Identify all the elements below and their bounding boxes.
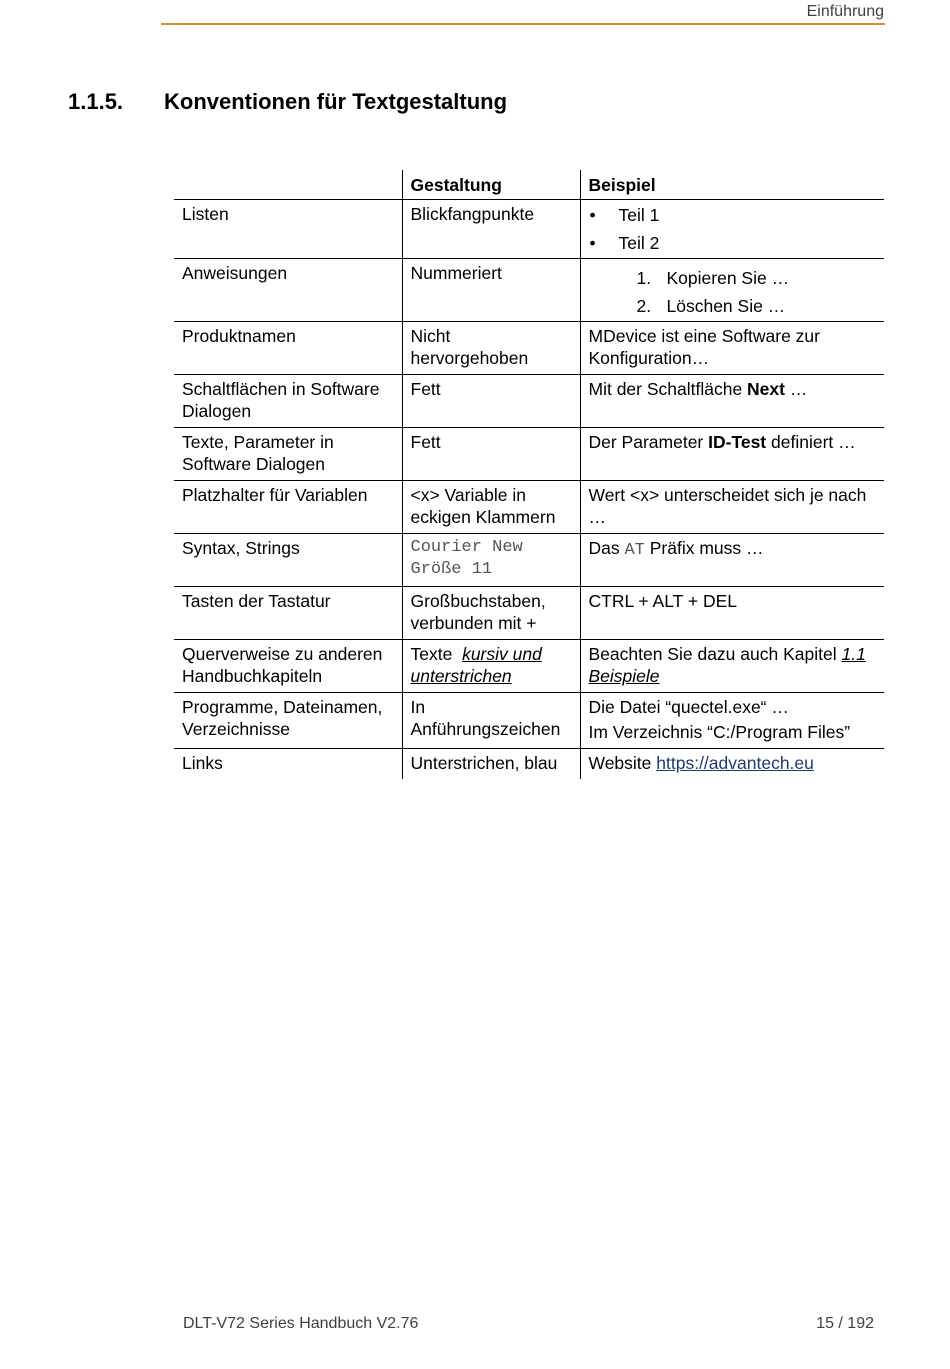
table-row — [174, 200, 884, 259]
row-example: Wert <x> unterscheidet sich je nach … — [580, 481, 884, 534]
row-style: Nicht hervorgehoben — [402, 322, 580, 375]
list-number: 1. — [636, 268, 652, 288]
example-text: Präfix muss … — [644, 538, 764, 558]
row-label: Platzhalter für Variablen — [174, 481, 402, 534]
table-row — [174, 259, 884, 322]
list-item — [637, 264, 877, 292]
style-text: Texte — [410, 644, 463, 664]
footer-doc-title: DLT-V72 Series Handbuch V2.76 — [183, 1315, 419, 1332]
example-text: definiert … — [766, 432, 856, 452]
section-heading — [68, 89, 507, 115]
row-label: Querverweise zu anderen Handbuchkapiteln — [174, 640, 402, 693]
example-text: Website — [588, 753, 657, 773]
row-label: Anweisungen — [174, 259, 402, 322]
section-number: 1.1.5. — [68, 89, 124, 114]
row-label: Programme, Dateinamen, Verzeichnisse — [174, 693, 402, 749]
footer-page-number: 15 / 192 — [816, 1315, 874, 1332]
bullet-list — [589, 201, 877, 257]
example-text: Das — [588, 538, 625, 558]
row-style: Blickfangpunkte — [402, 200, 580, 259]
table-row — [174, 322, 884, 375]
row-style: In Anführungszeichen — [402, 693, 580, 749]
table-row — [174, 749, 884, 780]
list-item-text: Teil 1 — [618, 205, 660, 225]
row-style: Unterstrichen, blau — [402, 749, 580, 780]
row-label: Links — [174, 749, 402, 780]
row-style — [402, 640, 580, 693]
header-beispiel: Beispiel — [580, 170, 884, 200]
example-text: Beachten Sie dazu auch Kapitel — [588, 644, 842, 664]
header-rule — [161, 23, 885, 25]
conventions-table — [174, 170, 884, 779]
row-label: Listen — [174, 200, 402, 259]
list-number: 2. — [636, 296, 652, 316]
table-row — [174, 534, 884, 587]
row-example — [580, 693, 884, 749]
style-italic-underlined-text: kursiv und unterstrichen — [410, 644, 542, 686]
row-style: <x> Variable in eckigen Klammern — [402, 481, 580, 534]
example-mono-text: AT — [624, 541, 645, 560]
website-link[interactable]: https://advantech.eu — [656, 753, 814, 773]
list-item — [637, 292, 877, 320]
bullet-icon: • — [589, 205, 596, 225]
example-text: Mit der Schaltfläche — [588, 379, 748, 399]
example-bold-text: Next — [747, 379, 785, 399]
example-line: Im Verzeichnis “C:/Program Files” — [588, 722, 851, 742]
table-header-row — [174, 170, 884, 200]
row-style: Nummeriert — [402, 259, 580, 322]
row-style: Fett — [402, 375, 580, 428]
row-example — [580, 534, 884, 587]
table-row — [174, 481, 884, 534]
running-header-chapter: Einführung — [806, 3, 884, 20]
table-row — [174, 587, 884, 640]
row-example — [580, 749, 884, 780]
row-label: Syntax, Strings — [174, 534, 402, 587]
list-item — [589, 229, 877, 257]
bullet-icon: • — [589, 233, 596, 253]
list-item-text: Teil 2 — [618, 233, 660, 253]
example-line: Die Datei “quectel.exe“ … — [588, 697, 789, 717]
table-row — [174, 640, 884, 693]
row-example — [580, 640, 884, 693]
row-example: CTRL + ALT + DEL — [580, 587, 884, 640]
row-example — [580, 375, 884, 428]
row-label: Texte, Parameter in Software Dialogen — [174, 428, 402, 481]
row-label: Produktnamen — [174, 322, 402, 375]
row-example — [580, 428, 884, 481]
header-gestaltung: Gestaltung — [402, 170, 580, 200]
row-example — [580, 200, 884, 259]
row-style: Fett — [402, 428, 580, 481]
cross-reference-link[interactable]: 1.1 Beispiele — [588, 644, 866, 686]
list-item-text: Löschen Sie … — [666, 296, 786, 316]
list-item-text: Kopieren Sie … — [666, 268, 790, 288]
table-row — [174, 428, 884, 481]
table-row — [174, 693, 884, 749]
example-text: Der Parameter — [588, 432, 709, 452]
table-row — [174, 375, 884, 428]
row-example — [580, 259, 884, 322]
example-bold-text: ID-Test — [708, 432, 767, 452]
row-style: Großbuchstaben, verbunden mit + — [402, 587, 580, 640]
example-text: … — [784, 379, 808, 399]
header-empty — [174, 170, 402, 200]
row-example: MDevice ist eine Software zur Konfiguration… — [580, 322, 884, 375]
numbered-list — [589, 264, 877, 320]
row-label: Tasten der Tastatur — [174, 587, 402, 640]
row-label: Schaltflächen in Software Dialogen — [174, 375, 402, 428]
list-item — [589, 201, 877, 229]
row-style: Courier New Größe 11 — [402, 534, 580, 587]
section-title: Konventionen für Textgestaltung — [164, 89, 508, 114]
